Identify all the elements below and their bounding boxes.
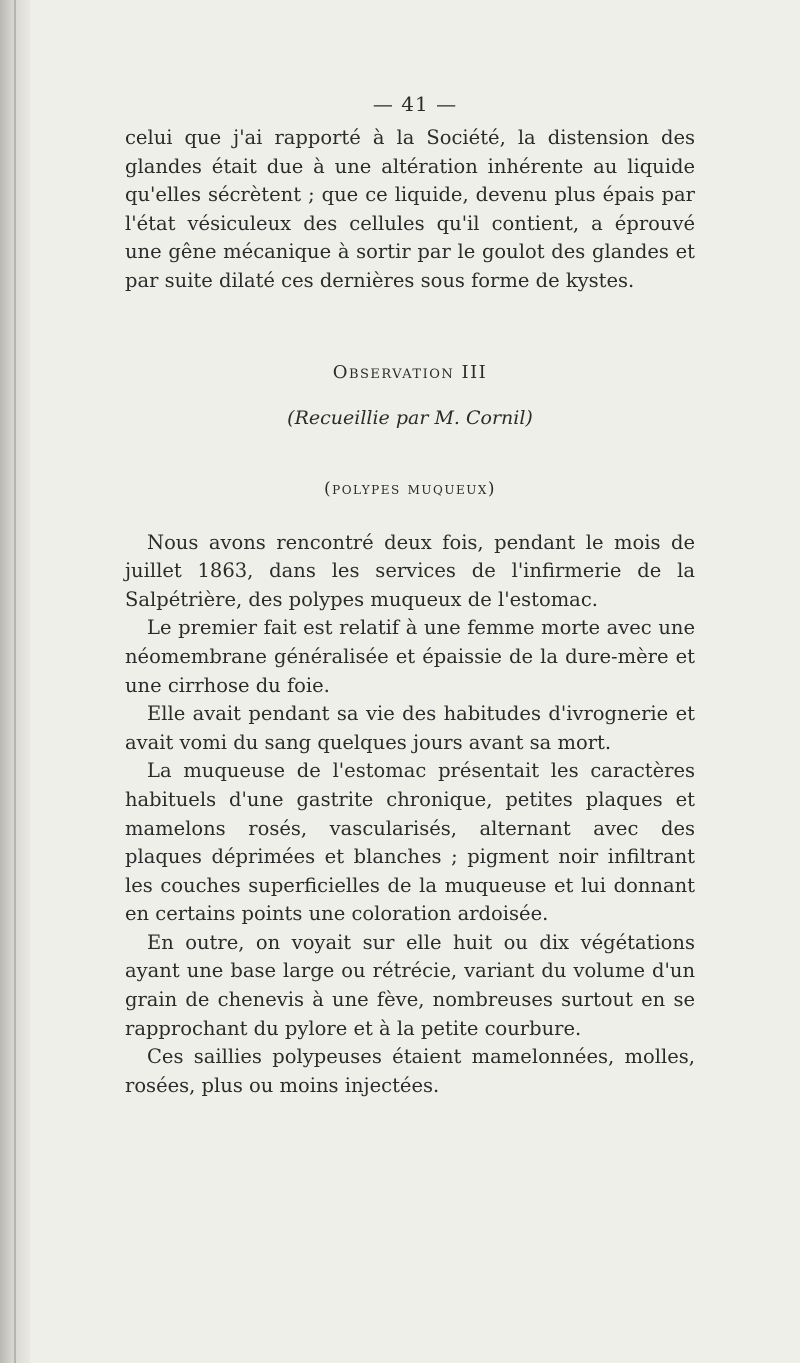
body-paragraph: En outre, on voyait sur elle huit ou dix végétations ayant une base large ou rétrécie, variant du volume d'un grain de chenevis à une fève, nombreuses surtout en se rapprochant du pylore et à la petite courbure. (125, 930, 695, 1040)
body-paragraph: Nous avons rencontré deux fois, pendant le mois de juillet 1863, dans les services de l'infirmerie de la Salpétrière, des polypes muqueux de l'estomac. (125, 530, 695, 611)
page-binding-edge (0, 0, 30, 1363)
page-number: — 41 — (372, 92, 458, 116)
body-paragraph: La muqueuse de l'estomac présentait les caractères habituels d'une gastrite chronique, petites plaques et mamelons rosés, vascularisés, alternant avec des plaques déprimées et blanches ; pigment noir infiltrant les couches superficielles de la muqueuse et lui donnant en certains points une coloration ardoisée. (125, 759, 695, 926)
observation-title: Observation III (332, 361, 488, 383)
body-paragraph: Elle avait pendant sa vie des habitudes d'ivrognerie et avait vomi du sang quelques jours avant sa mort. (125, 702, 695, 754)
body-paragraph: Ces saillies polypeuses étaient mamelonnées, molles, rosées, plus ou moins injectées. (125, 1045, 695, 1097)
observation-topic: (polypes muqueux) (323, 478, 497, 499)
binding-line (14, 0, 16, 1363)
body-paragraph: Le premier fait est relatif à une femme morte avec une néomembrane généralisée et épaissie de la dure-mère et une cirrhose du foie. (125, 616, 695, 697)
observation-subtitle: (Recueillie par M. Cornil) (287, 406, 533, 429)
book-page (125, 92, 695, 1100)
intro-paragraph: celui que j'ai rapporté à la Société, la distension des glandes était due à une altération inhérente au liquide qu'elles sécrètent ; que ce liquide, devenu plus épais par l'état vésiculeux des cellules qu'il contient, a éprouvé une gêne mécanique à sortir par le goulot des glandes et par suite dilaté ces dernières sous forme de kystes. (125, 126, 695, 292)
